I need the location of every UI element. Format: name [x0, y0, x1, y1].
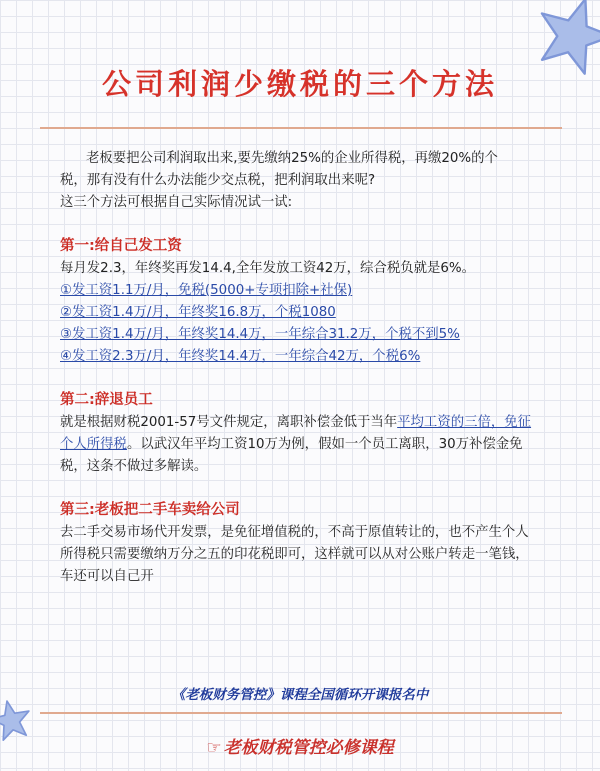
- page-title: 公司利润少缴税的三个方法: [101, 67, 498, 101]
- intro-line: 老板要把公司利润取出来,要先缴纳25%的企业所得税，再缴20%的个: [86, 151, 498, 166]
- intro-line: 这三个方法可根据自己实际情况试一试:: [60, 195, 293, 210]
- divider: [40, 127, 562, 129]
- salary-option-3[interactable]: ③发工资1.4万/月，年终奖14.4万，一年综合31.2万，个税不到5%: [60, 327, 460, 342]
- pointing-hand-icon: ☞: [206, 738, 222, 758]
- intro-paragraph: [60, 148, 540, 214]
- section2-text: 。以武汉年平均工资10万为例，假如一个员工离职，30万补偿金免税，这条不做过多解读。: [60, 437, 523, 474]
- section2-heading: 第二:辞退员工: [60, 392, 153, 408]
- article-body: [60, 148, 540, 588]
- section2-text: 就是根据财税2001-57号文件规定，离职补偿金低于当年: [60, 415, 398, 430]
- course-promo: 《老板财务管控》课程全国循环开课报名中: [171, 687, 429, 703]
- salary-option-2[interactable]: ②发工资1.4万/月，年终奖16.8万，个税1080: [60, 305, 336, 320]
- section2-highlight[interactable]: 平均工资的三倍，免征个人所得税: [60, 415, 532, 452]
- section2-body: [60, 412, 540, 478]
- section1-summary: 每月发2.3，年终奖再发14.4,全年发放工资42万，综合税负就是6%。: [60, 261, 476, 276]
- salary-option-1[interactable]: ①发工资1.1万/月，免税(5000+专项扣除+社保): [60, 283, 353, 298]
- section3-heading: 第三:老板把二手车卖给公司: [60, 502, 240, 518]
- section1-heading: 第一:给自己发工资: [60, 238, 182, 254]
- footer-banner: [0, 733, 600, 758]
- intro-line: 税，那有没有什么办法能少交点税，把利润取出来呢?: [60, 173, 376, 188]
- salary-option-4[interactable]: ④发工资2.3万/月，年终奖14.4万，一年综合42万，个税6%: [60, 349, 421, 364]
- section3-body: 去二手交易市场代开发票，是免征增值税的，不高于原值转让的，也不产生个人所得税只需要缴纳万分之五的印花税即可，这样就可以从对公账户转走一笔钱，车还可以自己开: [60, 525, 529, 584]
- footer-label: 老板财税管控必修课程: [223, 738, 394, 758]
- divider: [40, 712, 562, 714]
